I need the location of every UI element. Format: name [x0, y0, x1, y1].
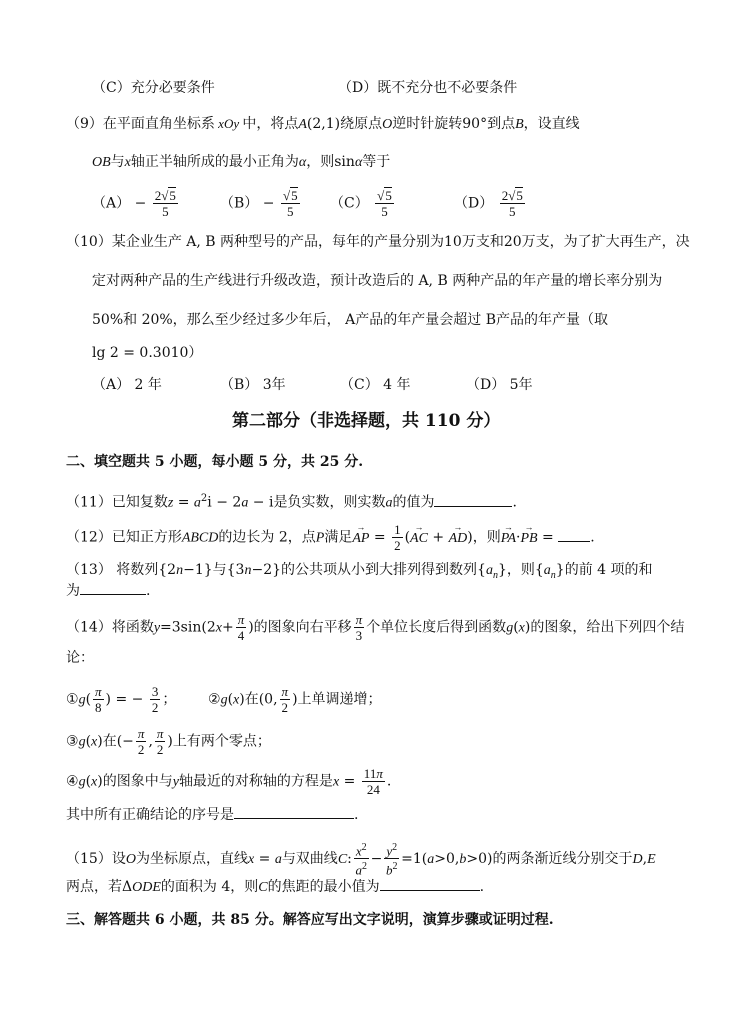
q12: （12）已知正方形ABCD的边长为 2，点P满足→ AP = $\frac{1}{2}$ (→ AC + → AD)，则→ PA·→ PB = . — [66, 522, 595, 553]
section3-heading: 三、解答题共 6 小题，共 85 分。解答应写出文字说明，演算步骤或证明过程. — [66, 912, 554, 928]
q14-ask: 其中所有正确结论的序号是 . — [66, 804, 358, 825]
q12-answer-blank[interactable] — [558, 527, 590, 542]
section2-heading: 二、填空题共 5 小题，每小题 5 分，共 25 分. — [66, 454, 364, 470]
q14-line2: 论： — [66, 650, 94, 666]
q14-conclusion-3: ③g(x)在(− $\frac{\pi}{2}$ , $\frac{\pi}{2}$ )上有两个零点； — [66, 726, 271, 757]
q9-option-d: （D） $\frac{2√5}{5}$ — [454, 188, 523, 219]
q9-option-c: （C） $\frac{√5}{5}$ — [330, 188, 392, 219]
q9-option-a: （A） − $\frac{2√5}{5}$ — [92, 188, 176, 219]
q13-answer-blank[interactable] — [80, 580, 146, 595]
q14-line1: （14）将函数y=3sin(2x+ $\frac{\pi}{4}$ )的图象向右平移 $\frac{\pi}{3}$ 个单位长度后得到函数g(x)的图象，给出下列四个结 — [66, 612, 685, 643]
q8-option-d: （D）既不充分也不必要条件 — [338, 80, 518, 96]
q11-answer-blank[interactable] — [434, 492, 512, 507]
q9-option-b: （B） − $\frac{√5}{5}$ — [220, 188, 298, 219]
q14-conclusion-1: ①g( $\frac{\pi}{8}$ ) = − $\frac{3}{2}$ ； — [66, 684, 177, 715]
q10-line3: 50%和 20%，那么至少经过多少年后， A产品的年产量会超过 B产品的年产量（取 — [92, 312, 608, 328]
part2-title: 第二部分（非选择题，共 110 分） — [232, 411, 501, 431]
q10-line2: 定对两种产品的生产线进行升级改造，预计改造后的 A, B 两种产品的年产量的增长率分别为 — [92, 273, 663, 289]
q10-line4: lg 2 = 0.3010） — [92, 345, 203, 361]
q9-line1: （9）在平面直角坐标系 xOy 中，将点A(2,1)绕原点O逆时针旋转90°到点B，设直线 — [66, 116, 580, 132]
q15-line2: 两点，若ΔODE的面积为 4，则C的焦距的最小值为 . — [66, 876, 484, 898]
q11: （11）已知复数$z = a^2i - 2a - i$是负实数，则实数a的值为 . — [66, 493, 517, 511]
q8-option-c: （C）充分必要条件 — [92, 80, 215, 96]
q13-line2: 为 . — [66, 580, 150, 601]
q10-option-a: （A） 2 年 — [92, 377, 162, 393]
q13-line1: （13） 将数列{2n−1}与{3n−2}的公共项从小到大排列得到数列$\{a_n\}$，则$\{a_n\}$的前 4 项的和 — [66, 562, 653, 581]
q9-line2: OB与x轴正半轴所成的最小正角为α，则sinα等于 — [92, 154, 391, 170]
q14-answer-blank[interactable] — [234, 804, 354, 819]
q10-line1: （10）某企业生产 A, B 两种型号的产品，每年的产量分别为10万支和20万支，为了扩大再生产，决 — [66, 234, 690, 250]
q14-conclusion-2: ②g(x)在(0, $\frac{\pi}{2}$ )上单调递增； — [208, 684, 382, 715]
q15-answer-blank[interactable] — [380, 876, 480, 891]
q10-option-b: （B） 3年 — [220, 377, 286, 393]
q10-option-c: （C） 4 年 — [340, 377, 411, 393]
q15-line1: （15）设O为坐标原点，直线x = a与双曲线C: $\frac{x^2}{a^2}$ − $\frac{y^2}{b^2}$ =1(a>0,b>0)的两条渐近线分别交于D,E — [66, 842, 656, 878]
q14-conclusion-4: ④g(x)的图象中与y轴最近的对称轴的方程是x = $\frac{11\pi}{24}$ . — [66, 766, 392, 797]
q10-option-d: （D） 5年 — [466, 377, 533, 393]
